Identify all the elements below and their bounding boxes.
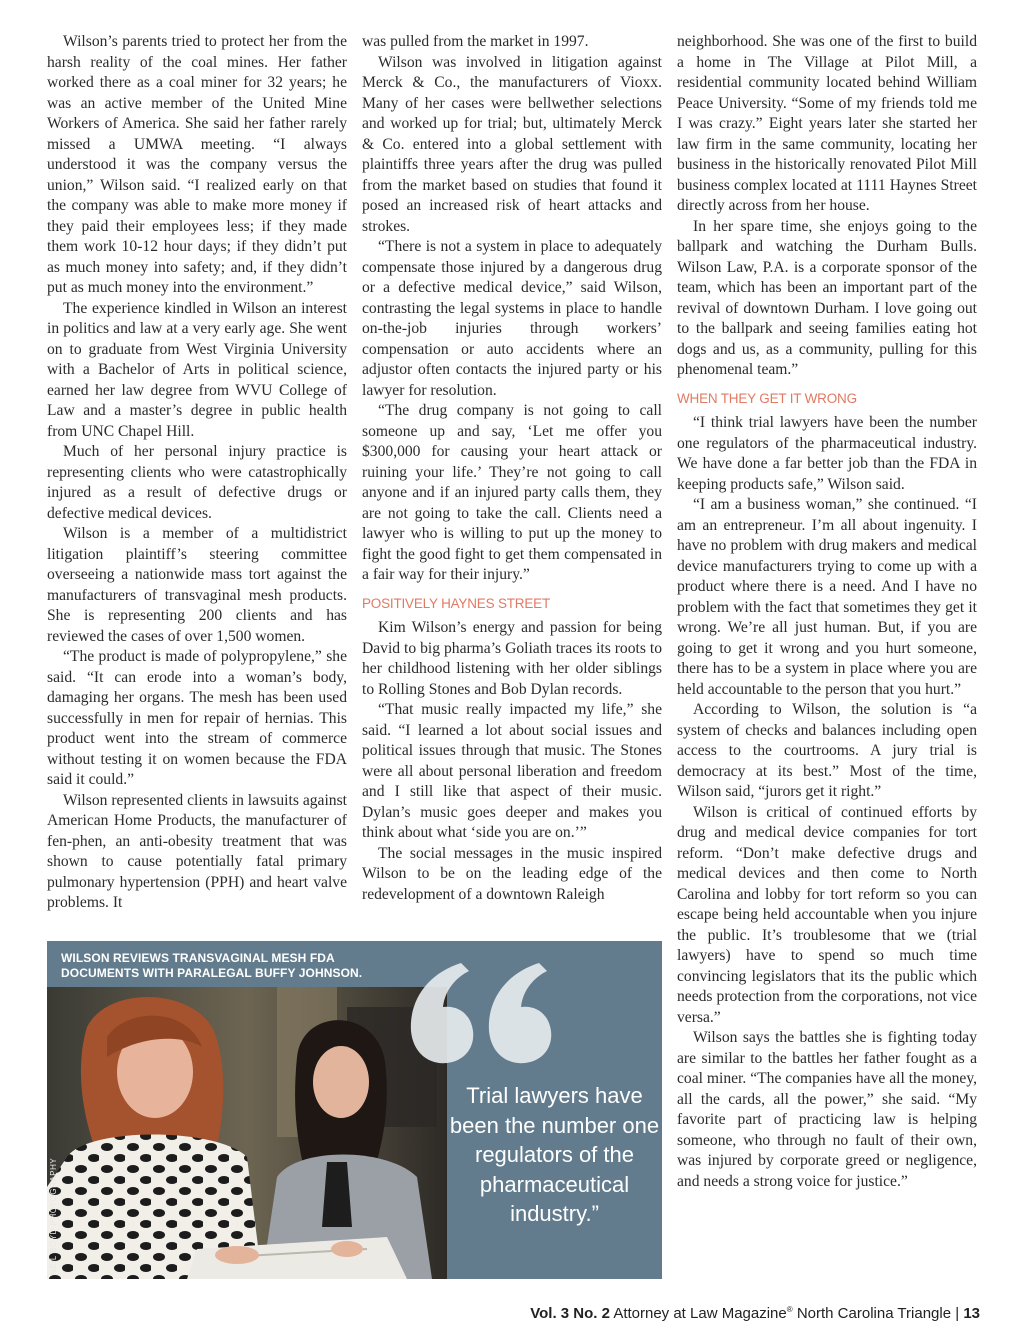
paragraph: Wilson’s parents tried to protect her from the harsh reality of the coal mines. Her father worked there as a coal miner for 32 years; he was an active member of the United Mine Workers of America. She said her father rarely missed a UMWA meeting. “I always understood it was the company versus the union,” Wilson said. “I realized early on that the company was able to make more money if they paid their employees less; if they made them work 10-12 hour days; if they didn’t put as much money into safety; and, if they didn’t put as much money into the environment.”	[47, 33, 347, 296]
paragraph: The social messages in the music inspired Wilson to be on the leading edge of the redevelopment of a downtown Raleigh	[362, 844, 662, 903]
paragraph: neighborhood. She was one of the first to build a home in The Village at Pilot Mill, a residential community located behind William Peace University. “Some of my friends told me I was crazy.” Eight years later she started her law firm in the same community, locating her business in the historically renovated Pilot Mill business complex located at 1111 Haynes Street directly across from her house.	[677, 33, 977, 214]
pull-quote: Trial lawyers have been the number one regulators of the pharmaceutical industry.”	[449, 1083, 660, 1226]
paragraph: According to Wilson, the solution is “a system of checks and balances including open access to the courtrooms. A jury trial is democracy at its best.” Most of the time, Wilson said, “jurors get it right.”	[677, 701, 977, 800]
footer-magazine: Attorney at Law Magazine	[613, 1305, 787, 1322]
footer-volume: Vol. 3 No. 2	[530, 1305, 610, 1322]
paragraph: “The drug company is not going to call someone up and say, ‘Let me offer you $300,000 for causing your heart attack or ruining your life.’ They’re not going to call anyone and if an injured party calls them, they are not going to take the call. Clients need a lawyer who is willing to put up the money to fight the good fight to get them compensated in a fair way for their injury.”	[362, 402, 662, 583]
footer-registered-mark: ®	[786, 1305, 793, 1314]
footer-region: North Carolina Triangle |	[796, 1305, 960, 1322]
paragraph: Much of her personal injury practice is representing clients who were catastrophically injured as a result of defective drugs or defective medical devices.	[47, 443, 347, 522]
paragraph: “I think trial lawyers have been the number one regulators of the pharmaceutical industry. We have done a far better job than the FDA in keeping products safe,” Wilson said.	[677, 414, 977, 493]
photo-illustration	[47, 987, 447, 1279]
photo-feature-box	[47, 941, 662, 1279]
section-subhead: WHEN THEY GET IT WRONG	[677, 390, 857, 406]
photo-credit: NEIL BOYD PHOTOGRAPHY	[49, 1157, 58, 1275]
photo-caption: WILSON REVIEWS TRANSVAGINAL MESH FDA DOCUMENTS WITH PARALEGAL BUFFY JOHNSON.	[61, 951, 363, 980]
paragraph: “I am a business woman,” she continued. “I am an entrepreneur. I’m all about ingenuity. I have no problem with drug makers and medical device manufacturers trying to come up with a product where there is a need. And I have no problem with the fact that sometimes they get it wrong. We’re all just human. But, if you are going to get it wrong and you hurt someone, there has to be a system in place where you are held accountable to the person that you hurt.”	[677, 496, 977, 698]
quote-mark-icon	[399, 949, 559, 1069]
paragraph: Wilson was involved in litigation against Merck & Co., the manufacturers of Vioxx. Many of her cases were bellwether selections and worked up for trial; but, ultimately Merck & Co. entered into a global settlement with plaintiffs three years after the drug was pulled from the market based on studies that found it posed an increased risk of heart attacks and strokes.	[362, 53, 662, 235]
section-subhead: POSITIVELY HAYNES STREET	[362, 595, 551, 611]
paragraph: “The product is made of polypropylene,” she said. “It can erode into a woman’s body, damaging her organs. The mesh has been used successfully in men for repair of hernias. This product went into the stream of commerce without testing it on women because the FDA said it could.”	[47, 648, 347, 788]
page-number: 13	[963, 1305, 980, 1322]
photo	[47, 987, 447, 1279]
article-column-1	[47, 32, 347, 914]
paragraph: “There is not a system in place to adequately compensate those injured by a dangerous drug or a defective medical device,” said Wilson, contrasting the legal systems in place to handle on-the-job injuries through workers’ compensation or auto accidents where an adjustor often contacts the injured party or his lawyer for resolution.	[362, 238, 662, 399]
paragraph: “That music really impacted my life,” she said. “I learned a lot about social issues and political issues through that music. The Stones were all about personal liberation and freedom and I still like that aspect of their music. Dylan’s music goes deeper and makes you think about what ‘side you are on.’”	[362, 701, 662, 841]
paragraph: was pulled from the market in 1997.	[362, 33, 589, 50]
paragraph: Wilson is critical of continued efforts by drug and medical device companies for tort reform. “Don’t make defective drugs and medical devices and then come to North Carolina and lobby for tort reform so you can escape being held accountable when you injure the public. It’s troublesome that we (trial lawyers) have to spend so much time convincing legislators that its the public which needs protection from the corporations, not vice versa.”	[677, 803, 977, 1026]
paragraph: The experience kindled in Wilson an interest in politics and law at a very early age. She went on to graduate from West Virginia University with a Bachelor of Arts in political science, earned her law degree from WVU College of Law and a master’s degree in public health from UNC Chapel Hill.	[47, 299, 347, 440]
article-column-2	[362, 32, 662, 905]
paragraph: Wilson is a member of a multidistrict litigation plaintiff’s steering committee overseeing a nationwide mass tort against the manufacturers of transvaginal mesh products. She is representing 200 clients and has reviewed the cases of over 1,500 women.	[47, 525, 347, 645]
paragraph: Wilson represented clients in lawsuits against American Home Products, the manufacturer of fen-phen, an anti-obesity treatment that was shown to cause potentially fatal primary pulmonary hypertension (PPH) and heart valve problems. It	[47, 791, 347, 911]
article-column-3	[677, 32, 977, 1192]
paragraph: In her spare time, she enjoys going to the ballpark and watching the Durham Bulls. Wilson Law, P.A. is a corporate sponsor of the team, which has been an important part of the revival of downtown Durham. I love going out to the ballpark and seeing families eating hot dogs and us, as a community, pulling for this phenomenal team.”	[677, 217, 977, 378]
page-footer	[530, 1305, 980, 1322]
paragraph: Kim Wilson’s energy and passion for being David to big pharma’s Goliath traces its roots to her childhood listening with her older siblings to Rolling Stones and Bob Dylan records.	[362, 619, 662, 698]
paragraph: Wilson says the battles she is fighting today are similar to the battles her father fought as a coal miner. “The companies have all the money, all the cards, all the power,” she said. “My favorite part of practicing law is helping someone, who through no fault of their own, was injured by corporate greed or negligence, and needs a strong voice for justice.”	[677, 1029, 977, 1190]
